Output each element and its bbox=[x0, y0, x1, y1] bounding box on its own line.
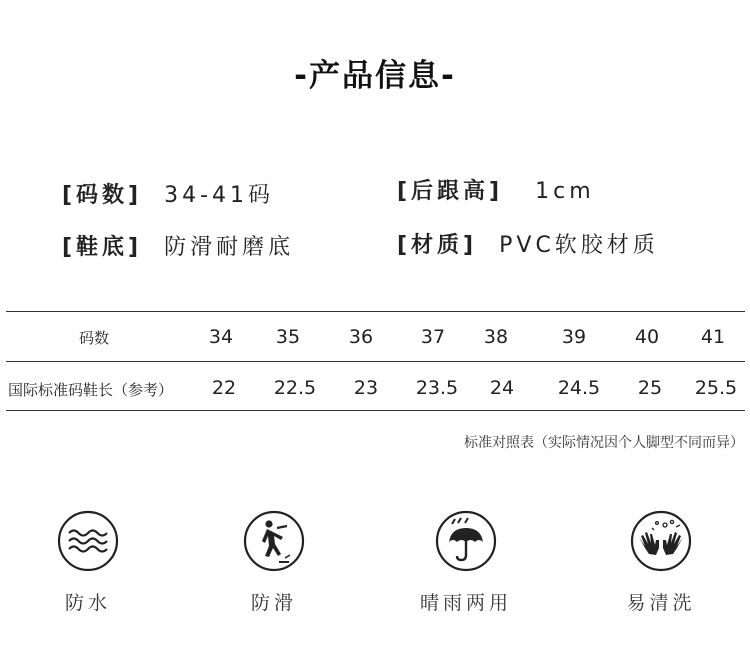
feature-anti-slip bbox=[214, 510, 334, 615]
length-cell: 22.5 bbox=[273, 377, 317, 399]
length-row-label: 国际标准码鞋长（参考） bbox=[8, 381, 174, 399]
size-cell: 36 bbox=[348, 326, 374, 348]
washing-hands-icon bbox=[630, 510, 692, 572]
table-middle-rule bbox=[6, 361, 745, 362]
spec-size-value: 34-41码 bbox=[164, 183, 275, 208]
length-cell: 24 bbox=[489, 377, 515, 399]
water-waves-icon bbox=[57, 510, 119, 572]
slip-person-icon bbox=[243, 510, 305, 572]
spec-sole bbox=[62, 230, 294, 261]
page-title: -产品信息- bbox=[294, 58, 456, 94]
spec-material-value: PVC软胶材质 bbox=[499, 233, 659, 258]
size-cell: 40 bbox=[634, 326, 660, 348]
feature-easy-clean bbox=[601, 510, 721, 615]
spec-material-label: [材质] bbox=[397, 233, 478, 258]
spec-heel-label: [后跟高] bbox=[397, 179, 504, 204]
length-cell: 25.5 bbox=[694, 377, 738, 399]
spec-heel bbox=[397, 174, 595, 205]
length-cell: 24.5 bbox=[557, 377, 601, 399]
spec-size bbox=[62, 178, 274, 209]
table-top-rule bbox=[6, 311, 745, 312]
size-table-note: 标准对照表（实际情况因个人脚型不同而异） bbox=[464, 435, 744, 451]
feature-label: 防水 bbox=[64, 592, 111, 614]
table-bottom-rule bbox=[6, 410, 745, 411]
size-cell: 34 bbox=[208, 326, 234, 348]
feature-rain-or-shine bbox=[406, 510, 526, 615]
umbrella-icon bbox=[435, 510, 497, 572]
length-cell: 23.5 bbox=[415, 377, 459, 399]
feature-label: 晴雨两用 bbox=[419, 592, 512, 614]
size-row-label: 码数 bbox=[79, 329, 110, 347]
size-cell: 41 bbox=[700, 326, 726, 348]
size-cell: 38 bbox=[483, 326, 509, 348]
spec-size-label: [码数] bbox=[62, 183, 143, 208]
spec-heel-value: 1cm bbox=[535, 179, 595, 204]
spec-sole-value: 防滑耐磨底 bbox=[164, 235, 295, 260]
size-cell: 37 bbox=[420, 326, 446, 348]
length-cell: 25 bbox=[637, 377, 663, 399]
feature-waterproof bbox=[28, 510, 148, 615]
spec-sole-label: [鞋底] bbox=[62, 235, 143, 260]
feature-label: 防滑 bbox=[250, 592, 297, 614]
size-cell: 35 bbox=[275, 326, 301, 348]
feature-label: 易清洗 bbox=[626, 592, 696, 614]
length-cell: 22 bbox=[211, 377, 237, 399]
size-cell: 39 bbox=[561, 326, 587, 348]
length-cell: 23 bbox=[353, 377, 379, 399]
spec-material bbox=[397, 228, 659, 259]
